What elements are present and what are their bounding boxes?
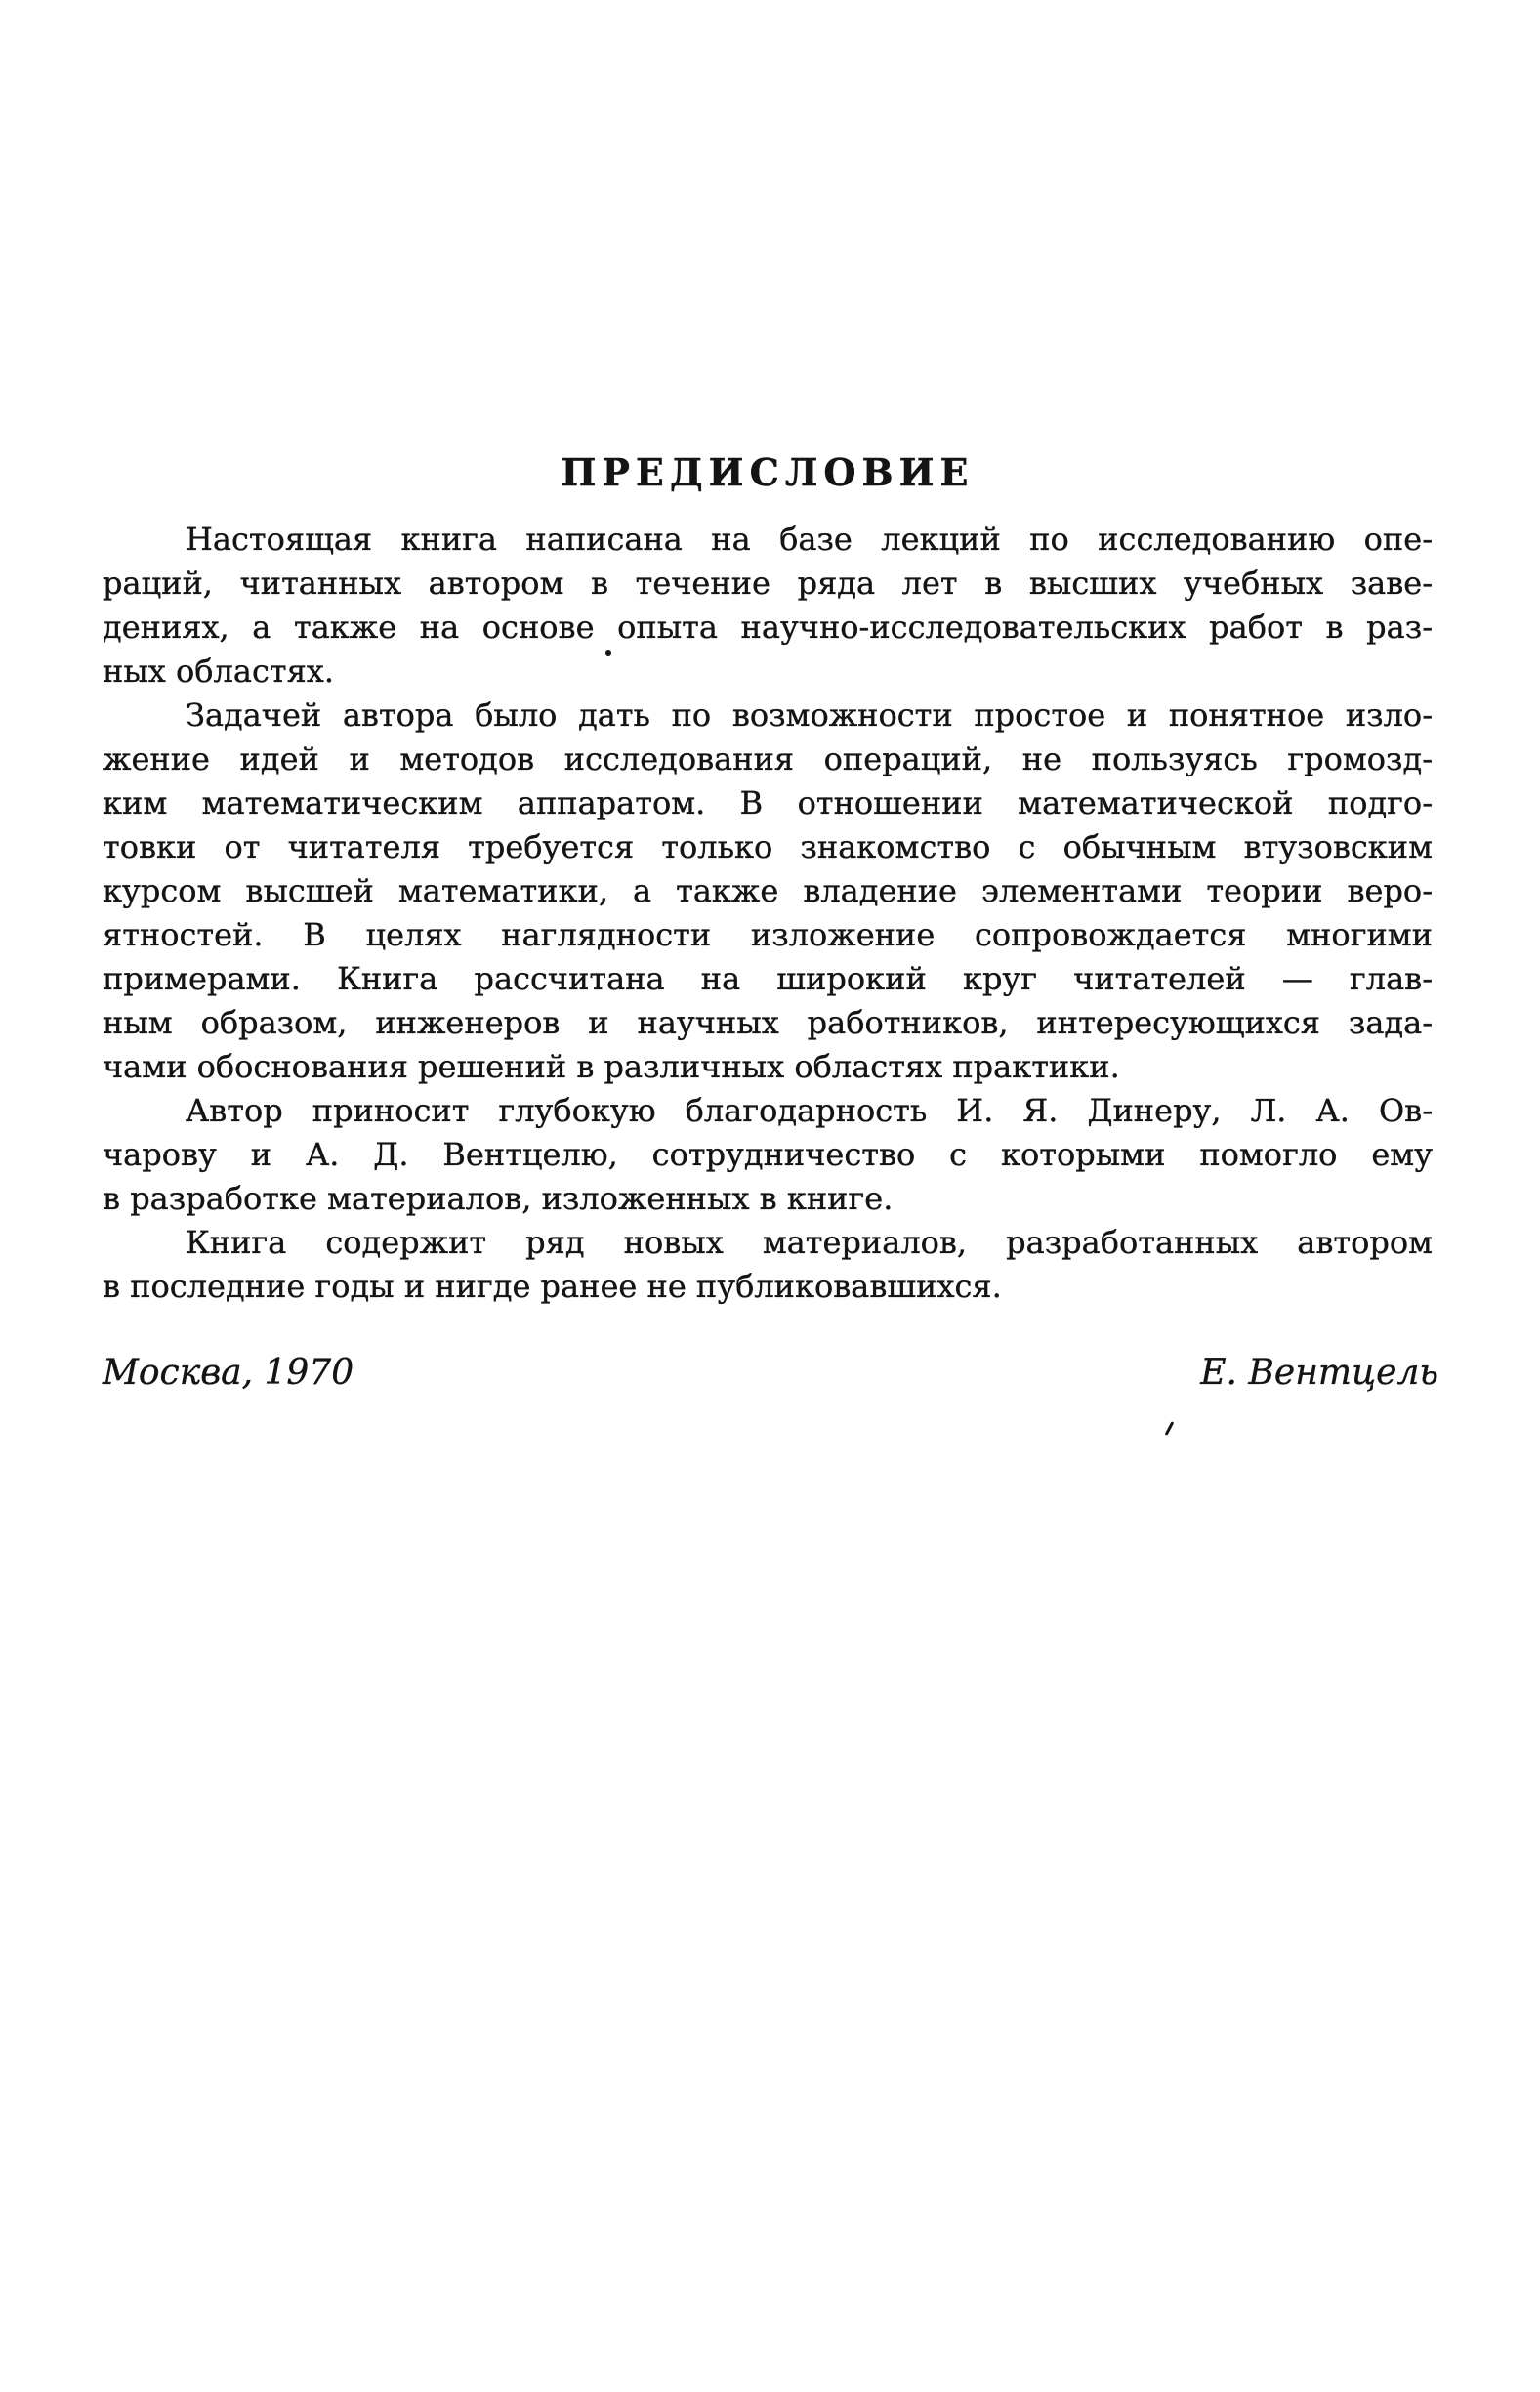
paragraph (103, 1221, 1433, 1309)
scan-speck-artifact (605, 650, 611, 656)
text-line: ятностей. В целях наглядности изложение сопровождается многими (103, 916, 1433, 953)
text-line: товки от читателя требуется только знакомство с обычным втузовским (103, 828, 1433, 865)
text-line: ким математическим аппаратом. В отношении математической подго- (103, 784, 1433, 821)
body-text (103, 518, 1433, 1309)
text-line: в последние годы и нигде ранее не публиковавшихся. (103, 1268, 1002, 1305)
text-line: Задачей автора было дать по возможности простое и понятное изло- (186, 696, 1433, 734)
text-line: Настоящая книга написана на базе лекций по исследованию опе- (186, 521, 1433, 558)
text-line: примерами. Книга рассчитана на широкий круг читателей — глав- (103, 960, 1433, 997)
text-line: Автор приносит глубокую благодарность И. Я. Динеру, Л. А. Ов- (186, 1092, 1433, 1129)
signature-row (103, 1353, 1438, 1393)
scan-tick-artifact (1165, 1421, 1175, 1436)
text-line: в разработке материалов, изложенных в книге. (103, 1180, 894, 1217)
text-line: ным образом, инженеров и научных работников, интересующихся зада- (103, 1004, 1433, 1041)
paragraph (103, 518, 1433, 693)
place-and-year: Москва, 1970 (103, 1353, 354, 1393)
text-line: дениях, а также на основе опыта научно-исследовательских работ в раз- (103, 608, 1433, 646)
paragraph (103, 693, 1433, 1089)
page-title: ПРЕДИСЛОВИЕ (561, 450, 975, 495)
text-line: чами обоснования решений в различных областях практики. (103, 1048, 1120, 1085)
text-line: ных областях. (103, 652, 334, 690)
text-line: курсом высшей математики, а также владение элементами теории веро- (103, 872, 1433, 909)
text-line: жение идей и методов исследования операций, не пользуясь громозд- (103, 740, 1433, 777)
text-line: чарову и А. Д. Вентцелю, сотрудничество с которыми помогло ему (103, 1136, 1433, 1173)
paragraph (103, 1089, 1433, 1221)
text-line: раций, читанных автором в течение ряда лет в высших учебных заве- (103, 565, 1433, 602)
author-signature: Е. Вентцель (1200, 1353, 1438, 1393)
text-line: Книга содержит ряд новых материалов, разработанных автором (186, 1224, 1433, 1261)
